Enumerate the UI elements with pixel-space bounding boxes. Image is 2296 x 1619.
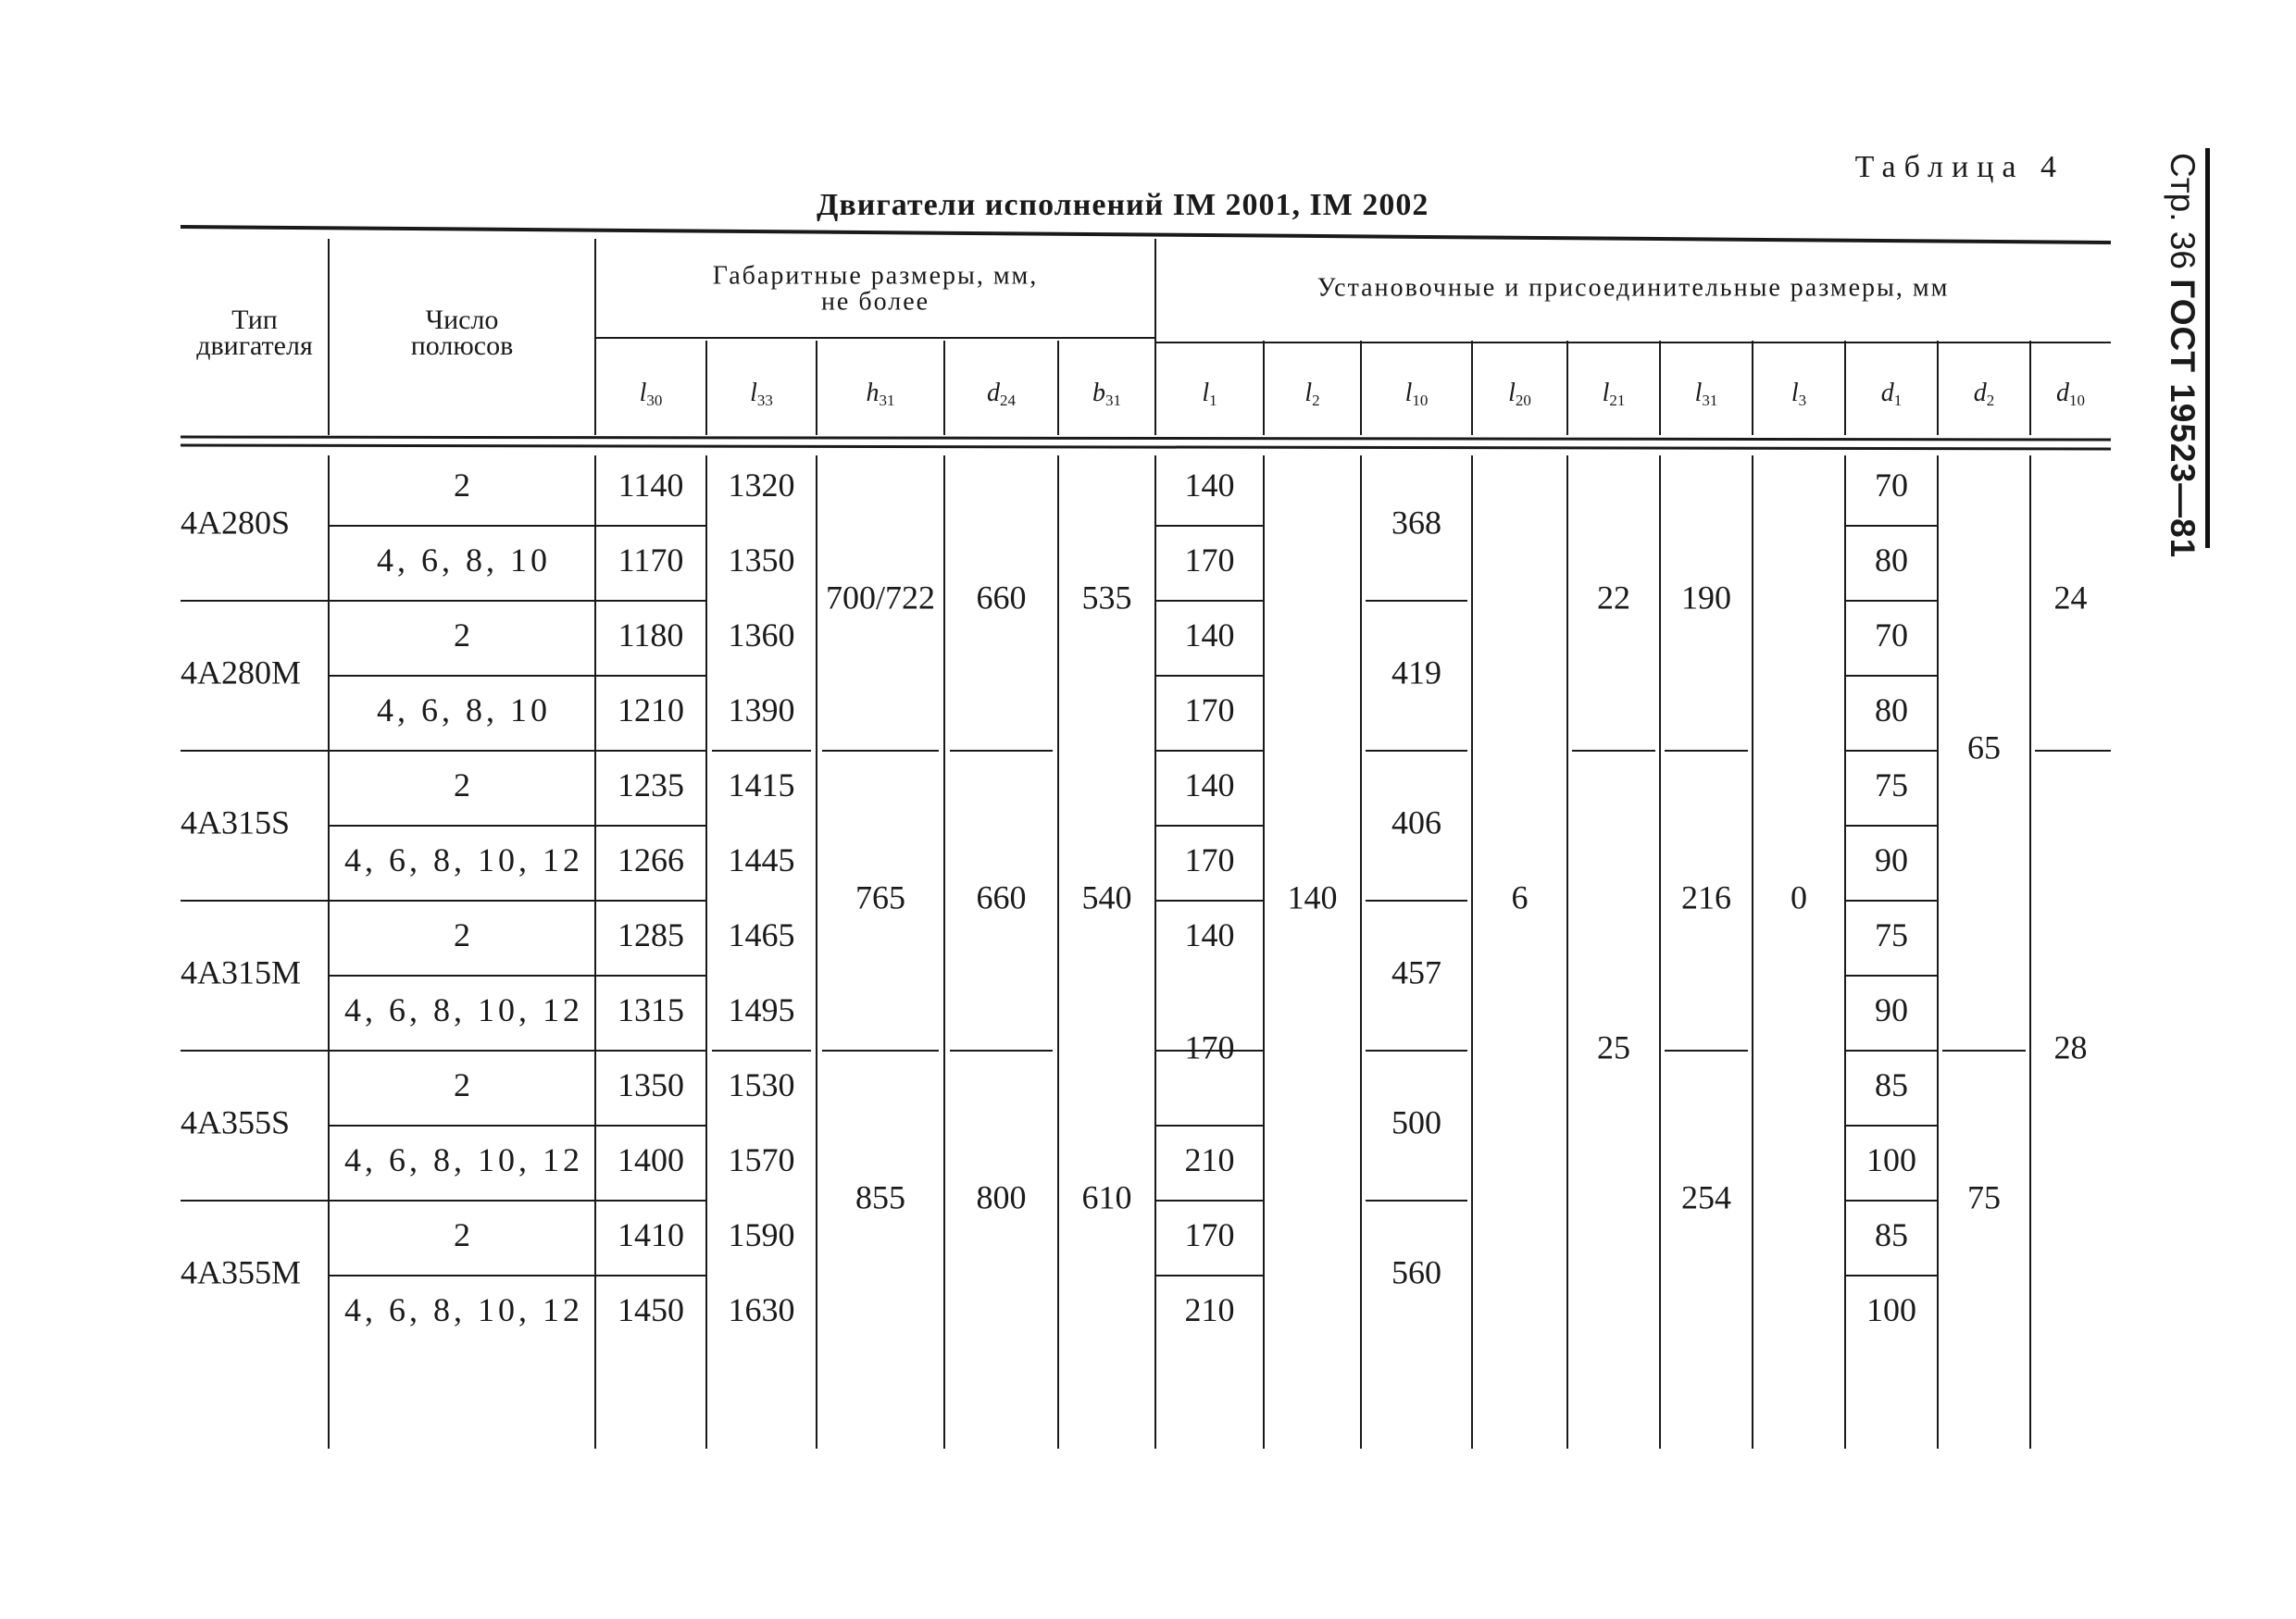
d1-cell: 80 bbox=[1875, 541, 1908, 579]
l30-cell: 1210 bbox=[618, 691, 684, 729]
header-l1: l1 bbox=[1202, 379, 1217, 409]
l30-cell: 1400 bbox=[618, 1140, 684, 1178]
l20-cell: 6 bbox=[1511, 878, 1529, 916]
l33-cell: 1590 bbox=[728, 1215, 795, 1253]
header-l10: l10 bbox=[1404, 379, 1429, 409]
header-poles: Число bbox=[425, 304, 499, 335]
standard-id: ГОСТ 19523—81 bbox=[2164, 279, 2202, 559]
d1-cell: 75 bbox=[1875, 766, 1908, 803]
poles-cell: 4, 6, 8, 10, 12 bbox=[344, 1290, 583, 1328]
poles-cell: 2 bbox=[454, 616, 474, 654]
l30-cell: 1410 bbox=[618, 1215, 684, 1253]
motor-type-4A280S: 4A280S bbox=[181, 504, 291, 542]
motor-type-4A355M: 4A355M bbox=[181, 1253, 302, 1291]
header-motor-type: Тип bbox=[231, 304, 278, 335]
h31-cell: 855 bbox=[855, 1178, 905, 1216]
l33-cell: 1630 bbox=[728, 1290, 795, 1328]
motor-type-4A315S: 4A315S bbox=[181, 803, 291, 841]
l1-cell: 170 bbox=[1184, 541, 1235, 579]
l30-cell: 1180 bbox=[618, 616, 684, 654]
l1-cell: 140 bbox=[1184, 616, 1235, 654]
h31-cell: 765 bbox=[855, 878, 905, 916]
l33-cell: 1415 bbox=[728, 766, 795, 803]
d10-cell: 24 bbox=[2053, 579, 2088, 616]
header-l21: l21 bbox=[1602, 379, 1626, 409]
header-motor-type: двигателя bbox=[196, 330, 313, 361]
header-d24: d24 bbox=[987, 379, 1016, 409]
l2-cell: 140 bbox=[1287, 878, 1338, 916]
header-bottom-rule-1 bbox=[181, 437, 2111, 440]
header-bottom-rule-2 bbox=[181, 445, 2111, 449]
poles-cell: 4, 6, 8, 10 bbox=[377, 541, 551, 579]
table-title: Двигатели исполнений IM 2001, IM 2002 bbox=[817, 188, 1429, 222]
l30-cell: 1285 bbox=[618, 915, 684, 953]
l3-cell: 0 bbox=[1791, 878, 1807, 916]
b31-cell: 610 bbox=[1081, 1178, 1132, 1216]
l1-cell: 170 bbox=[1184, 1028, 1235, 1066]
l21-cell: 22 bbox=[1597, 579, 1630, 616]
l10-cell: 500 bbox=[1391, 1103, 1441, 1141]
l33-cell: 1445 bbox=[728, 841, 795, 878]
header-overall-group: Габаритные размеры, мм, bbox=[712, 261, 1039, 291]
d1-cell: 70 bbox=[1875, 466, 1908, 504]
l1-cell: 170 bbox=[1184, 841, 1235, 878]
l1-cell: 210 bbox=[1184, 1290, 1235, 1328]
page-number: Стр. 36 bbox=[2164, 153, 2202, 269]
header-l33: l33 bbox=[750, 379, 773, 409]
d1-cell: 80 bbox=[1875, 691, 1908, 729]
l33-cell: 1360 bbox=[728, 616, 795, 654]
l1-cell: 140 bbox=[1184, 766, 1235, 803]
l33-cell: 1465 bbox=[728, 915, 795, 953]
l1-cell: 140 bbox=[1184, 915, 1235, 953]
l1-cell: 170 bbox=[1184, 691, 1235, 729]
header-d2: d2 bbox=[1973, 379, 1995, 409]
header-l31: l31 bbox=[1694, 379, 1718, 409]
d1-cell: 100 bbox=[1866, 1290, 1916, 1328]
d1-cell: 90 bbox=[1875, 841, 1908, 878]
table-caption: Таблица 4 bbox=[1854, 150, 2065, 184]
b31-cell: 535 bbox=[1081, 579, 1132, 616]
motor-type-4A280M: 4A280M bbox=[181, 654, 302, 691]
d10-cell: 28 bbox=[2053, 1028, 2088, 1066]
l30-cell: 1350 bbox=[618, 1065, 684, 1103]
d1-cell: 85 bbox=[1875, 1065, 1908, 1103]
poles-cell: 2 bbox=[454, 915, 474, 953]
l10-cell: 368 bbox=[1391, 504, 1441, 542]
d1-cell: 100 bbox=[1866, 1140, 1916, 1178]
l10-cell: 457 bbox=[1391, 953, 1441, 991]
l33-cell: 1390 bbox=[728, 691, 795, 729]
l1-cell: 140 bbox=[1184, 466, 1235, 504]
header-mount-group: Установочные и присоединительные размеры, мм bbox=[1316, 273, 1950, 303]
header-l2: l2 bbox=[1304, 379, 1320, 409]
l33-cell: 1350 bbox=[728, 541, 795, 579]
l33-cell: 1495 bbox=[728, 990, 795, 1028]
l31-cell: 190 bbox=[1681, 579, 1731, 616]
l10-cell: 406 bbox=[1391, 803, 1441, 841]
poles-cell: 2 bbox=[454, 1215, 474, 1253]
l31-cell: 254 bbox=[1681, 1178, 1731, 1216]
header-d10: d10 bbox=[2056, 379, 2085, 409]
l1-cell: 210 bbox=[1184, 1140, 1235, 1178]
l30-cell: 1315 bbox=[618, 990, 684, 1028]
d24-cell: 800 bbox=[976, 1178, 1027, 1216]
l33-cell: 1530 bbox=[728, 1065, 795, 1103]
motor-type-4A355S: 4A355S bbox=[181, 1103, 291, 1141]
d2-cell: 75 bbox=[1967, 1178, 2001, 1216]
b31-cell: 540 bbox=[1081, 878, 1132, 916]
l31-cell: 216 bbox=[1681, 878, 1731, 916]
header-l20: l20 bbox=[1508, 379, 1531, 409]
l10-cell: 419 bbox=[1391, 654, 1441, 691]
header-overall-group: не более bbox=[820, 287, 930, 317]
l10-cell: 560 bbox=[1391, 1253, 1441, 1291]
poles-cell: 2 bbox=[454, 766, 474, 803]
table-top-rule bbox=[181, 227, 2111, 243]
l21-cell: 25 bbox=[1597, 1028, 1630, 1066]
l33-cell: 1570 bbox=[728, 1140, 795, 1178]
header-l30: l30 bbox=[639, 379, 663, 409]
d1-cell: 75 bbox=[1875, 915, 1908, 953]
header-poles: полюсов bbox=[410, 330, 514, 361]
l33-cell: 1320 bbox=[728, 466, 795, 504]
l30-cell: 1266 bbox=[618, 841, 684, 878]
poles-cell: 4, 6, 8, 10 bbox=[377, 691, 551, 729]
d1-cell: 90 bbox=[1875, 990, 1908, 1028]
header-l3: l3 bbox=[1791, 379, 1807, 409]
l30-cell: 1170 bbox=[618, 541, 684, 579]
poles-cell: 2 bbox=[454, 1065, 474, 1103]
motor-type-4A315M: 4A315M bbox=[181, 953, 302, 991]
poles-cell: 2 bbox=[454, 466, 474, 504]
header-h31: h31 bbox=[866, 379, 895, 409]
d1-cell: 70 bbox=[1875, 616, 1908, 654]
d24-cell: 660 bbox=[976, 878, 1027, 916]
l1-cell: 170 bbox=[1184, 1215, 1235, 1253]
header-b31: b31 bbox=[1092, 379, 1121, 409]
poles-cell: 4, 6, 8, 10, 12 bbox=[344, 841, 583, 878]
l30-cell: 1140 bbox=[618, 466, 684, 504]
l30-cell: 1450 bbox=[618, 1290, 684, 1328]
h31-cell: 700/722 bbox=[825, 579, 936, 616]
poles-cell: 4, 6, 8, 10, 12 bbox=[344, 990, 583, 1028]
d2-cell: 65 bbox=[1967, 729, 2001, 766]
l30-cell: 1235 bbox=[618, 766, 684, 803]
header-d1: d1 bbox=[1880, 379, 1903, 409]
d1-cell: 85 bbox=[1875, 1215, 1908, 1253]
d24-cell: 660 bbox=[976, 579, 1027, 616]
poles-cell: 4, 6, 8, 10, 12 bbox=[344, 1140, 583, 1178]
